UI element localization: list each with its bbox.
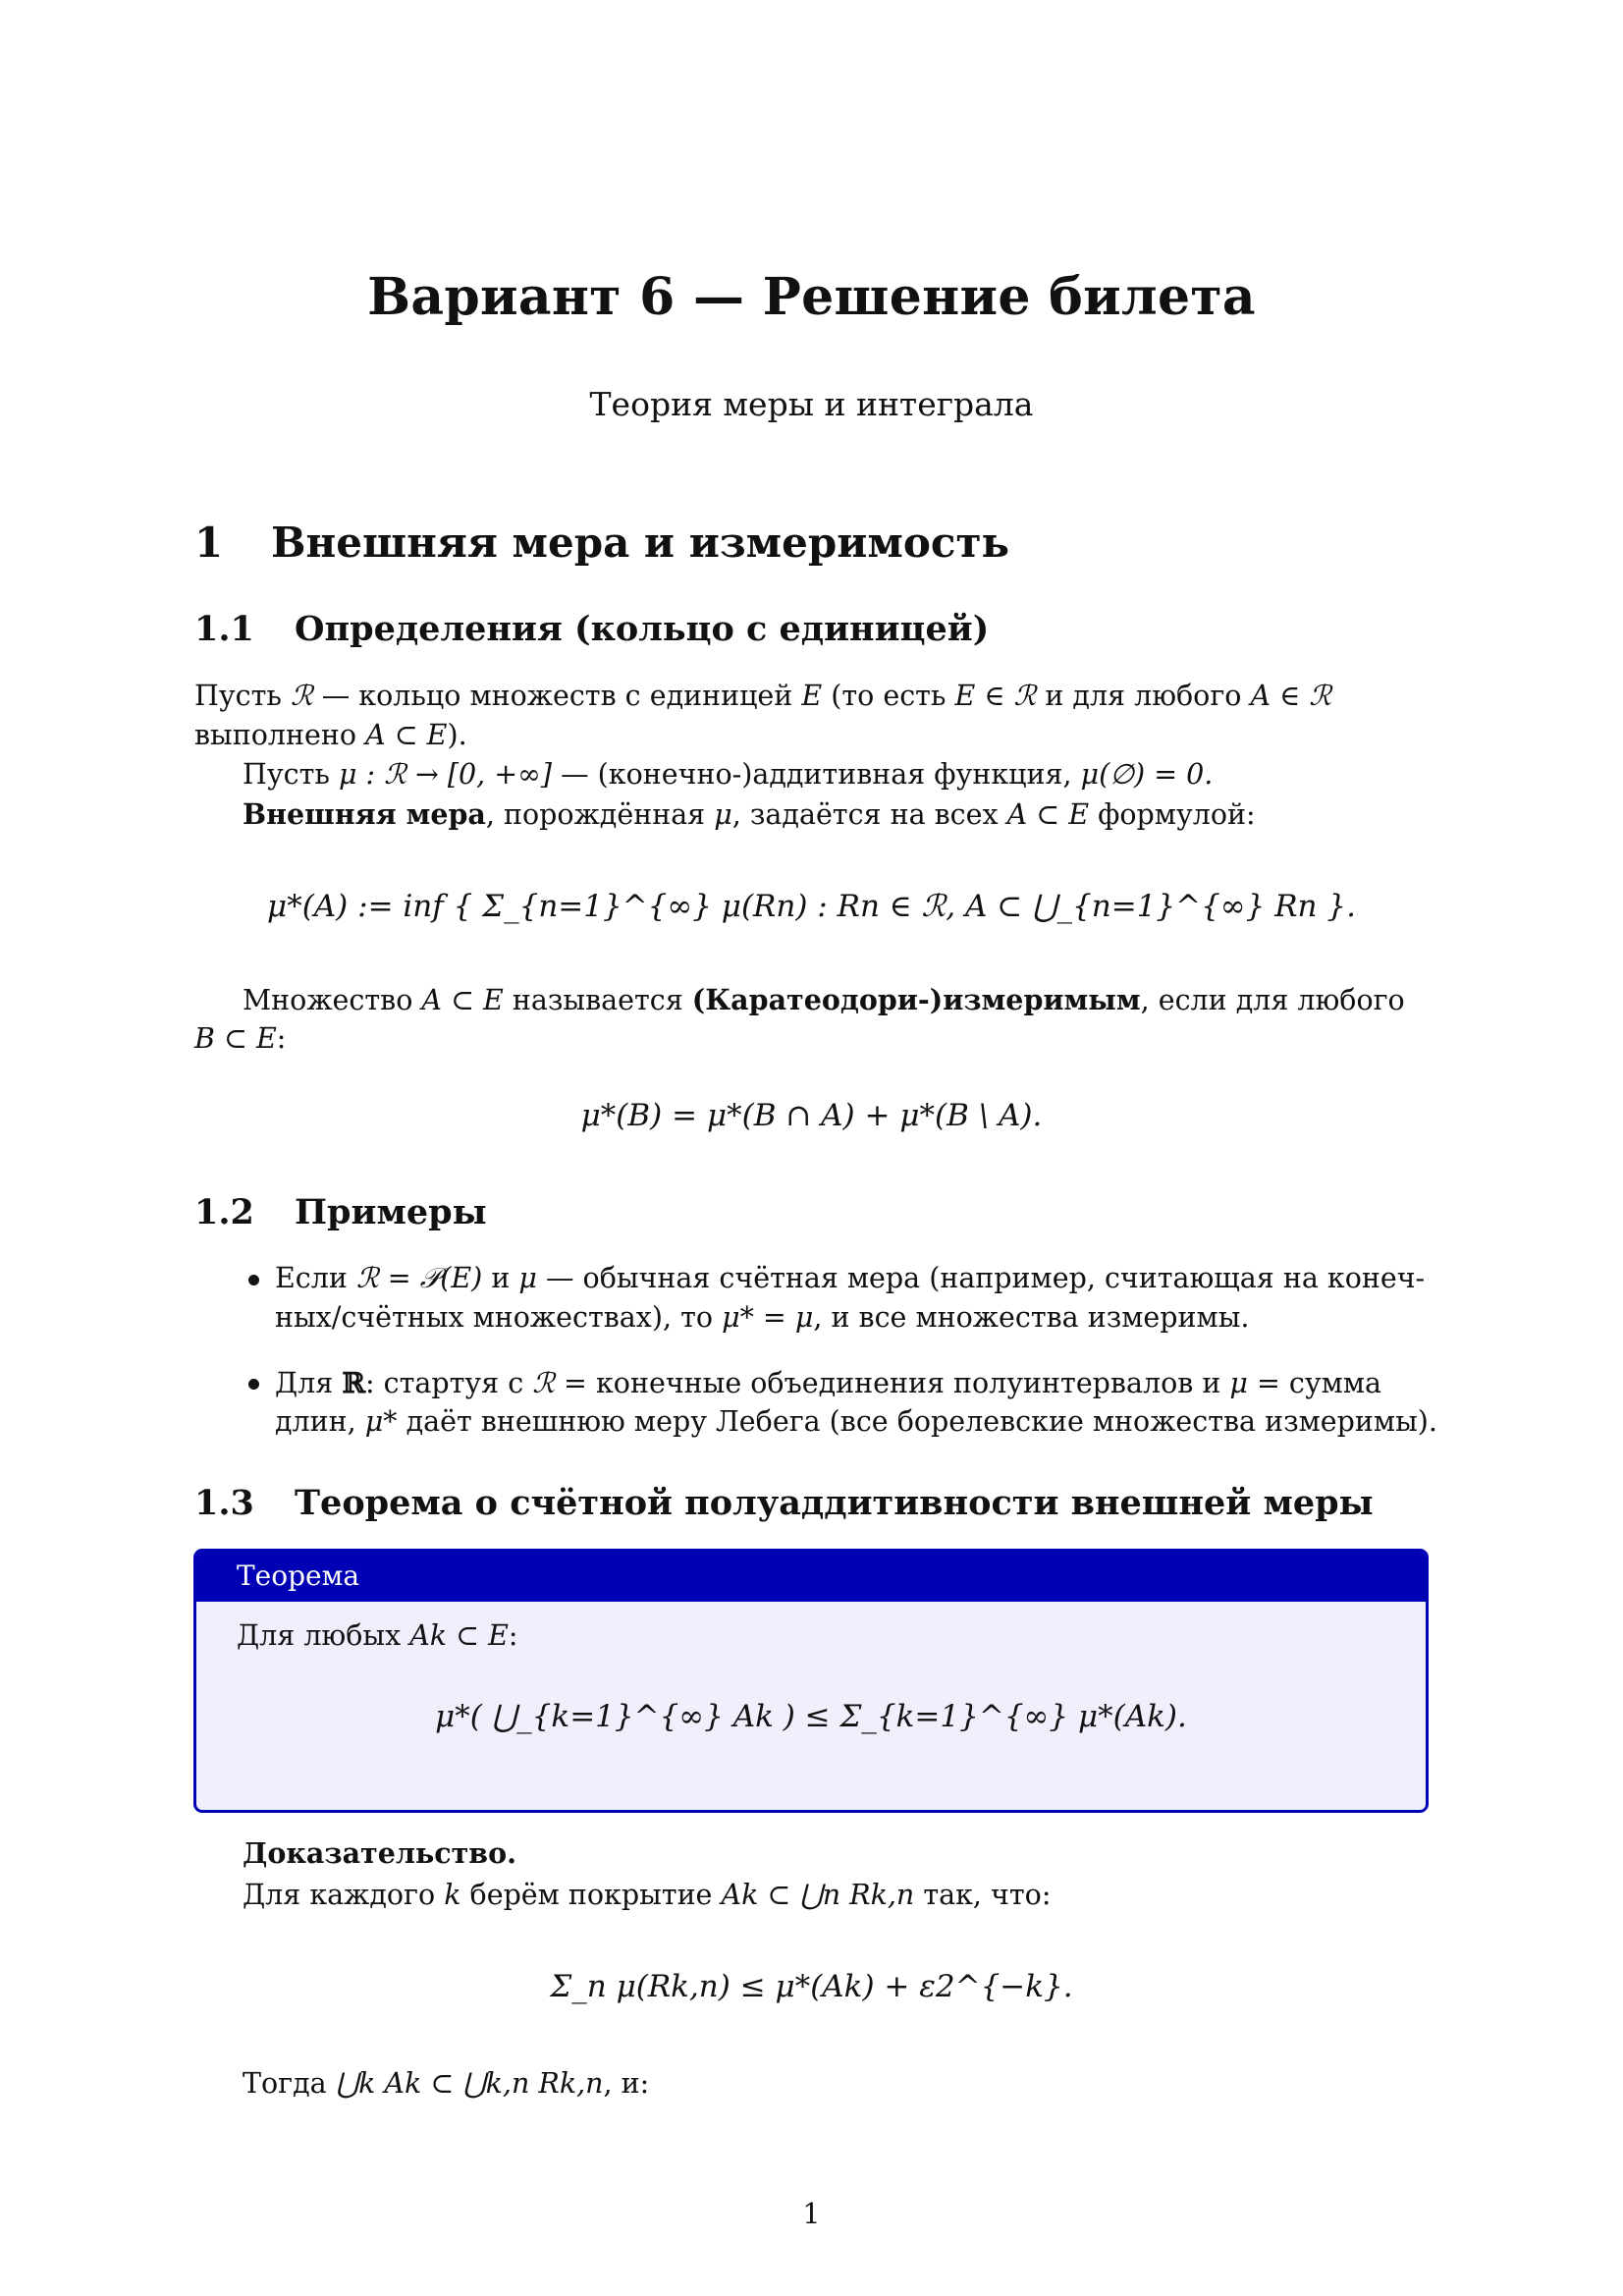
math-inline: Ak ⊂ ⋃n Rk,n	[721, 1879, 915, 1911]
math-inline: A ⊂ E	[365, 719, 448, 751]
subsection-title: Определения (кольцо с единицей)	[295, 609, 990, 649]
text-span: и для любого	[1036, 680, 1251, 712]
paragraph-ring-definition-cont	[194, 716, 1439, 755]
list-item	[243, 1363, 1440, 1442]
text-span: = конечные объединения полуинтервалов и	[555, 1367, 1230, 1399]
text-span: — (конечно-)аддитивная функция,	[552, 758, 1081, 791]
paragraph-measurability	[243, 980, 1440, 1020]
subsection-heading-1-3	[194, 1483, 1374, 1523]
text-span: так, что:	[914, 1879, 1052, 1911]
text-span: называется	[503, 984, 692, 1016]
text-span: даёт внешнюю меру Лебега (все борелевские множества измеримы).	[397, 1405, 1437, 1438]
math-inline: Ak ⊂ E	[409, 1619, 509, 1652]
bold-term: Внешняя мера	[243, 797, 486, 831]
bullet-icon	[248, 1379, 259, 1390]
formula-caratheodory	[0, 1098, 1623, 1133]
text-span: — обычная счётная мера (например, считающая на конеч-	[536, 1262, 1426, 1294]
math-inline: ⋃k Ak ⊂ ⋃k,n Rk,n	[335, 2067, 604, 2100]
math-inline: μ* = μ	[722, 1301, 814, 1334]
math-inline: E	[801, 680, 823, 712]
text-span: Примеры	[295, 1192, 487, 1232]
formula-cover-inequality: Σ_n μ(Rk,n) ≤ μ*(Ak) + ε2^{−k}.	[550, 1969, 1073, 2004]
text-span: выполнено	[194, 719, 366, 751]
math-inline: μ	[518, 1262, 537, 1294]
text-span: :	[276, 1022, 287, 1055]
math-inline: μ	[1229, 1367, 1248, 1399]
text-span: :	[508, 1619, 518, 1652]
text-span: формулой:	[1089, 798, 1256, 831]
paragraph-additive-function	[243, 755, 1440, 794]
math-inline: A ⊂ E	[1006, 798, 1090, 831]
list-item-text	[275, 1259, 1440, 1298]
text-span: , задаётся на всех	[731, 798, 1007, 831]
formula-outer-measure: μ*(A) := inf { Σ_{n=1}^{∞} μ(Rn) : Rn ∈ ℛ, A ⊂ ⋃_{n=1}^{∞} Rn }.	[267, 889, 1356, 924]
bold-term: ℝ	[342, 1366, 366, 1399]
text-span: Для любых	[237, 1619, 410, 1652]
text-span: (то есть	[822, 680, 955, 712]
section-title: Внешняя мера и измеримость	[271, 519, 1009, 567]
theorem-statement	[237, 1619, 517, 1652]
math-inline: E ∈ ℛ	[954, 680, 1037, 712]
math-inline: μ	[714, 798, 732, 831]
paragraph-ring-definition	[194, 677, 1439, 716]
text-span: Теорема о счётной полуаддитивности внешней меры	[295, 1483, 1374, 1523]
text-span: Для каждого	[243, 1879, 445, 1911]
text-span: 1.2	[194, 1192, 254, 1232]
proof-paragraph-1	[243, 1876, 1440, 1915]
page-number: 1	[802, 2198, 821, 2230]
math-inline: ℛ	[290, 680, 313, 712]
math-inline: B ⊂ E	[194, 1022, 277, 1055]
text-span: берём покрытие	[460, 1879, 722, 1911]
text-span: , и:	[603, 2067, 650, 2100]
paragraph-outer-measure-intro	[243, 794, 1440, 835]
text-span: длин,	[275, 1405, 365, 1438]
subsection-heading-1-1	[194, 609, 989, 649]
document-subtitle: Теория меры и интеграла	[589, 385, 1034, 423]
section-heading-1	[194, 519, 1009, 567]
text-span: Пусть	[194, 680, 291, 712]
math-inline: ℛ = 𝒫(E)	[355, 1262, 483, 1294]
list-item-text	[275, 1363, 1440, 1403]
text-span: Для	[275, 1367, 343, 1399]
text-span: Если	[275, 1262, 356, 1294]
subsection-number: 1.1	[194, 609, 254, 649]
text-span: Пусть	[243, 758, 339, 791]
math-inline: μ(∅) = 0.	[1080, 758, 1214, 791]
bold-term: (Каратеодори-)измеримым	[691, 983, 1141, 1016]
subsection-heading-1-2	[194, 1192, 487, 1232]
section-number: 1	[194, 519, 224, 567]
text-span: , если для любого	[1140, 984, 1405, 1016]
list-item	[243, 1259, 1440, 1338]
text-span: , порождённая	[485, 798, 715, 831]
text-span: 1.3	[194, 1483, 254, 1523]
list-item-text	[275, 1298, 1440, 1338]
list-item-text	[275, 1402, 1440, 1442]
math-inline: μ*	[364, 1405, 398, 1438]
text-span: Тогда	[243, 2067, 336, 2100]
text-span: : стартуя с	[365, 1367, 533, 1399]
theorem-header: Теорема	[196, 1552, 1426, 1602]
text-span: ).	[447, 719, 467, 751]
math-inline: μ : ℛ → [0, +∞]	[338, 758, 553, 791]
proof-title: Доказательство.	[243, 1836, 517, 1870]
formula-subadditivity: μ*( ⋃_{k=1}^{∞} Ak ) ≤ Σ_{k=1}^{∞} μ*(Ak).	[435, 1699, 1187, 1734]
theorem-box	[193, 1549, 1429, 1813]
text-span: Множество	[243, 984, 422, 1016]
text-span: и	[482, 1262, 519, 1294]
math-inline: A ∈ ℛ	[1250, 680, 1332, 712]
bullet-icon	[248, 1275, 259, 1285]
text-span: ных/счётных множествах), то	[275, 1301, 723, 1334]
text-span: = сумма	[1247, 1367, 1381, 1399]
math-inline: A ⊂ E	[421, 984, 504, 1016]
math-inline: k	[444, 1879, 461, 1911]
proof-paragraph-2	[243, 2064, 1440, 2104]
text-span: — кольцо множеств с единицей	[312, 680, 802, 712]
paragraph-measurability-cont	[194, 1019, 1439, 1059]
document-title: Вариант 6 — Решение билета	[367, 267, 1256, 327]
math-inline: ℛ	[532, 1367, 555, 1399]
text-span: , и все множества измеримы.	[813, 1301, 1250, 1334]
math-inline: μ*(B) = μ*(B ∩ A) + μ*(B \ A).	[580, 1098, 1043, 1133]
